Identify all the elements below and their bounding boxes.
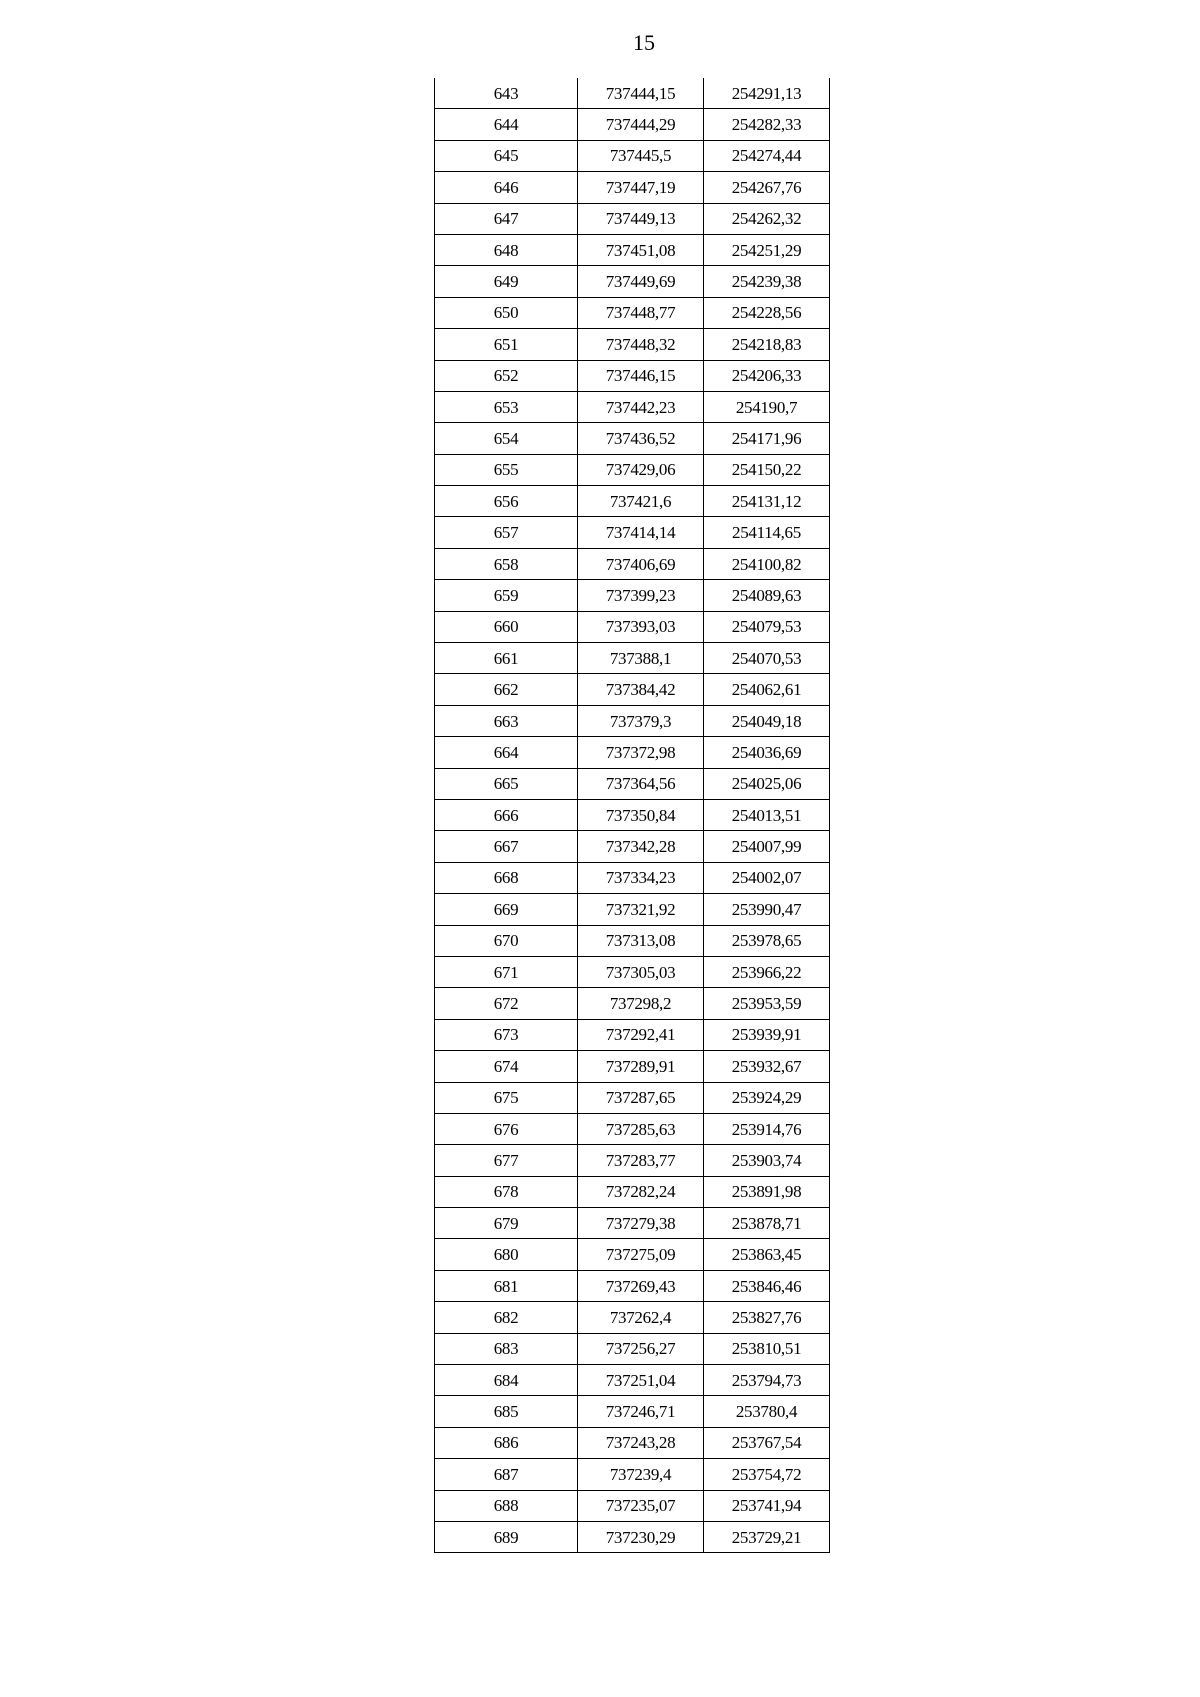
x-coordinate-cell: 737283,77 — [578, 1145, 704, 1176]
point-number-cell: 666 — [435, 799, 578, 830]
y-coordinate-cell: 254100,82 — [704, 548, 830, 579]
x-coordinate-cell: 737313,08 — [578, 925, 704, 956]
x-coordinate-cell: 737393,03 — [578, 611, 704, 642]
y-coordinate-cell: 254282,33 — [704, 109, 830, 140]
y-coordinate-cell: 254114,65 — [704, 517, 830, 548]
table-row — [435, 1208, 830, 1239]
point-number-cell: 662 — [435, 674, 578, 705]
x-coordinate-cell: 737448,77 — [578, 297, 704, 328]
table-row — [435, 674, 830, 705]
point-number-cell: 682 — [435, 1302, 578, 1333]
x-coordinate-cell: 737230,29 — [578, 1521, 704, 1552]
table-row — [435, 172, 830, 203]
table-row — [435, 1019, 830, 1050]
x-coordinate-cell: 737448,32 — [578, 329, 704, 360]
y-coordinate-cell: 253810,51 — [704, 1333, 830, 1364]
point-number-cell: 656 — [435, 486, 578, 517]
y-coordinate-cell: 253827,76 — [704, 1302, 830, 1333]
y-coordinate-cell: 254062,61 — [704, 674, 830, 705]
y-coordinate-cell: 254291,13 — [704, 78, 830, 109]
table-row — [435, 705, 830, 736]
point-number-cell: 669 — [435, 894, 578, 925]
table-row — [435, 643, 830, 674]
x-coordinate-cell: 737289,91 — [578, 1051, 704, 1082]
point-number-cell: 648 — [435, 234, 578, 265]
y-coordinate-cell: 254007,99 — [704, 831, 830, 862]
x-coordinate-cell: 737436,52 — [578, 423, 704, 454]
x-coordinate-cell: 737342,28 — [578, 831, 704, 862]
x-coordinate-cell: 737447,19 — [578, 172, 704, 203]
point-number-cell: 670 — [435, 925, 578, 956]
x-coordinate-cell: 737279,38 — [578, 1208, 704, 1239]
point-number-cell: 652 — [435, 360, 578, 391]
point-number-cell: 676 — [435, 1113, 578, 1144]
x-coordinate-cell: 737372,98 — [578, 737, 704, 768]
point-number-cell: 677 — [435, 1145, 578, 1176]
y-coordinate-cell: 254228,56 — [704, 297, 830, 328]
point-number-cell: 654 — [435, 423, 578, 454]
y-coordinate-cell: 253953,59 — [704, 988, 830, 1019]
table-row — [435, 297, 830, 328]
x-coordinate-cell: 737379,3 — [578, 705, 704, 736]
x-coordinate-cell: 737442,23 — [578, 391, 704, 422]
y-coordinate-cell: 253966,22 — [704, 956, 830, 987]
table-row — [435, 1365, 830, 1396]
point-number-cell: 668 — [435, 862, 578, 893]
table-row — [435, 329, 830, 360]
x-coordinate-cell: 737262,4 — [578, 1302, 704, 1333]
x-coordinate-cell: 737321,92 — [578, 894, 704, 925]
table-row — [435, 203, 830, 234]
coordinates-table — [434, 78, 830, 1553]
y-coordinate-cell: 253754,72 — [704, 1459, 830, 1490]
table-row — [435, 1490, 830, 1521]
x-coordinate-cell: 737364,56 — [578, 768, 704, 799]
table-row — [435, 109, 830, 140]
y-coordinate-cell: 253978,65 — [704, 925, 830, 956]
table-row — [435, 1427, 830, 1458]
point-number-cell: 646 — [435, 172, 578, 203]
x-coordinate-cell: 737251,04 — [578, 1365, 704, 1396]
point-number-cell: 647 — [435, 203, 578, 234]
y-coordinate-cell: 254070,53 — [704, 643, 830, 674]
x-coordinate-cell: 737275,09 — [578, 1239, 704, 1270]
x-coordinate-cell: 737350,84 — [578, 799, 704, 830]
table-row — [435, 611, 830, 642]
point-number-cell: 655 — [435, 454, 578, 485]
x-coordinate-cell: 737444,15 — [578, 78, 704, 109]
table-row — [435, 360, 830, 391]
point-number-cell: 650 — [435, 297, 578, 328]
point-number-cell: 663 — [435, 705, 578, 736]
x-coordinate-cell: 737246,71 — [578, 1396, 704, 1427]
y-coordinate-cell: 253741,94 — [704, 1490, 830, 1521]
table-row — [435, 423, 830, 454]
y-coordinate-cell: 254150,22 — [704, 454, 830, 485]
y-coordinate-cell: 254171,96 — [704, 423, 830, 454]
y-coordinate-cell: 254267,76 — [704, 172, 830, 203]
point-number-cell: 674 — [435, 1051, 578, 1082]
point-number-cell: 667 — [435, 831, 578, 862]
y-coordinate-cell: 254251,29 — [704, 234, 830, 265]
y-coordinate-cell: 254239,38 — [704, 266, 830, 297]
x-coordinate-cell: 737414,14 — [578, 517, 704, 548]
x-coordinate-cell: 737444,29 — [578, 109, 704, 140]
point-number-cell: 680 — [435, 1239, 578, 1270]
x-coordinate-cell: 737445,5 — [578, 140, 704, 171]
y-coordinate-cell: 254206,33 — [704, 360, 830, 391]
point-number-cell: 665 — [435, 768, 578, 799]
y-coordinate-cell: 253794,73 — [704, 1365, 830, 1396]
y-coordinate-cell: 253932,67 — [704, 1051, 830, 1082]
table-row — [435, 140, 830, 171]
table-row — [435, 1145, 830, 1176]
point-number-cell: 685 — [435, 1396, 578, 1427]
point-number-cell: 672 — [435, 988, 578, 1019]
table-row — [435, 1302, 830, 1333]
y-coordinate-cell: 253846,46 — [704, 1270, 830, 1301]
point-number-cell: 649 — [435, 266, 578, 297]
table-row — [435, 1521, 830, 1552]
point-number-cell: 659 — [435, 580, 578, 611]
table-row — [435, 486, 830, 517]
point-number-cell: 660 — [435, 611, 578, 642]
x-coordinate-cell: 737449,13 — [578, 203, 704, 234]
y-coordinate-cell: 254002,07 — [704, 862, 830, 893]
point-number-cell: 686 — [435, 1427, 578, 1458]
page-number: 15 — [633, 30, 655, 55]
point-number-cell: 664 — [435, 737, 578, 768]
x-coordinate-cell: 737451,08 — [578, 234, 704, 265]
point-number-cell: 679 — [435, 1208, 578, 1239]
x-coordinate-cell: 737421,6 — [578, 486, 704, 517]
table-row — [435, 580, 830, 611]
y-coordinate-cell: 254190,7 — [704, 391, 830, 422]
x-coordinate-cell: 737449,69 — [578, 266, 704, 297]
table-row — [435, 831, 830, 862]
y-coordinate-cell: 253924,29 — [704, 1082, 830, 1113]
y-coordinate-cell: 253878,71 — [704, 1208, 830, 1239]
point-number-cell: 644 — [435, 109, 578, 140]
table-row — [435, 1176, 830, 1207]
x-coordinate-cell: 737282,24 — [578, 1176, 704, 1207]
x-coordinate-cell: 737292,41 — [578, 1019, 704, 1050]
point-number-cell: 675 — [435, 1082, 578, 1113]
point-number-cell: 658 — [435, 548, 578, 579]
point-number-cell: 688 — [435, 1490, 578, 1521]
y-coordinate-cell: 253729,21 — [704, 1521, 830, 1552]
point-number-cell: 661 — [435, 643, 578, 674]
x-coordinate-cell: 737406,69 — [578, 548, 704, 579]
y-coordinate-cell: 254262,32 — [704, 203, 830, 234]
point-number-cell: 678 — [435, 1176, 578, 1207]
point-number-cell: 671 — [435, 956, 578, 987]
table-row — [435, 768, 830, 799]
table-row — [435, 234, 830, 265]
point-number-cell: 689 — [435, 1521, 578, 1552]
point-number-cell: 645 — [435, 140, 578, 171]
table-row — [435, 988, 830, 1019]
x-coordinate-cell: 737239,4 — [578, 1459, 704, 1490]
y-coordinate-cell: 254036,69 — [704, 737, 830, 768]
point-number-cell: 653 — [435, 391, 578, 422]
point-number-cell: 684 — [435, 1365, 578, 1396]
x-coordinate-cell: 737298,2 — [578, 988, 704, 1019]
table-row — [435, 1113, 830, 1144]
table-row — [435, 548, 830, 579]
y-coordinate-cell: 253914,76 — [704, 1113, 830, 1144]
y-coordinate-cell: 253780,4 — [704, 1396, 830, 1427]
table-row — [435, 266, 830, 297]
y-coordinate-cell: 254131,12 — [704, 486, 830, 517]
x-coordinate-cell: 737285,63 — [578, 1113, 704, 1144]
x-coordinate-cell: 737287,65 — [578, 1082, 704, 1113]
table-row — [435, 391, 830, 422]
y-coordinate-cell: 253939,91 — [704, 1019, 830, 1050]
point-number-cell: 681 — [435, 1270, 578, 1301]
table-row — [435, 454, 830, 485]
point-number-cell: 643 — [435, 78, 578, 109]
table-row — [435, 1270, 830, 1301]
table-row — [435, 1082, 830, 1113]
table-row — [435, 517, 830, 548]
table-row — [435, 1396, 830, 1427]
point-number-cell: 673 — [435, 1019, 578, 1050]
y-coordinate-cell: 253767,54 — [704, 1427, 830, 1458]
table-row — [435, 1333, 830, 1364]
y-coordinate-cell: 253863,45 — [704, 1239, 830, 1270]
x-coordinate-cell: 737399,23 — [578, 580, 704, 611]
x-coordinate-cell: 737429,06 — [578, 454, 704, 485]
table-row — [435, 925, 830, 956]
coordinates-table-body — [435, 78, 830, 1553]
x-coordinate-cell: 737256,27 — [578, 1333, 704, 1364]
x-coordinate-cell: 737235,07 — [578, 1490, 704, 1521]
table-row — [435, 799, 830, 830]
x-coordinate-cell: 737243,28 — [578, 1427, 704, 1458]
y-coordinate-cell: 254274,44 — [704, 140, 830, 171]
table-row — [435, 894, 830, 925]
y-coordinate-cell: 254013,51 — [704, 799, 830, 830]
y-coordinate-cell: 254089,63 — [704, 580, 830, 611]
y-coordinate-cell: 253903,74 — [704, 1145, 830, 1176]
x-coordinate-cell: 737388,1 — [578, 643, 704, 674]
y-coordinate-cell: 253990,47 — [704, 894, 830, 925]
point-number-cell: 683 — [435, 1333, 578, 1364]
x-coordinate-cell: 737384,42 — [578, 674, 704, 705]
y-coordinate-cell: 253891,98 — [704, 1176, 830, 1207]
table-row — [435, 1459, 830, 1490]
table-row — [435, 737, 830, 768]
x-coordinate-cell: 737269,43 — [578, 1270, 704, 1301]
table-row — [435, 1239, 830, 1270]
point-number-cell: 651 — [435, 329, 578, 360]
point-number-cell: 687 — [435, 1459, 578, 1490]
y-coordinate-cell: 254049,18 — [704, 705, 830, 736]
y-coordinate-cell: 254079,53 — [704, 611, 830, 642]
y-coordinate-cell: 254218,83 — [704, 329, 830, 360]
table-row — [435, 862, 830, 893]
table-row — [435, 78, 830, 109]
y-coordinate-cell: 254025,06 — [704, 768, 830, 799]
x-coordinate-cell: 737334,23 — [578, 862, 704, 893]
table-row — [435, 956, 830, 987]
point-number-cell: 657 — [435, 517, 578, 548]
x-coordinate-cell: 737446,15 — [578, 360, 704, 391]
table-row — [435, 1051, 830, 1082]
x-coordinate-cell: 737305,03 — [578, 956, 704, 987]
